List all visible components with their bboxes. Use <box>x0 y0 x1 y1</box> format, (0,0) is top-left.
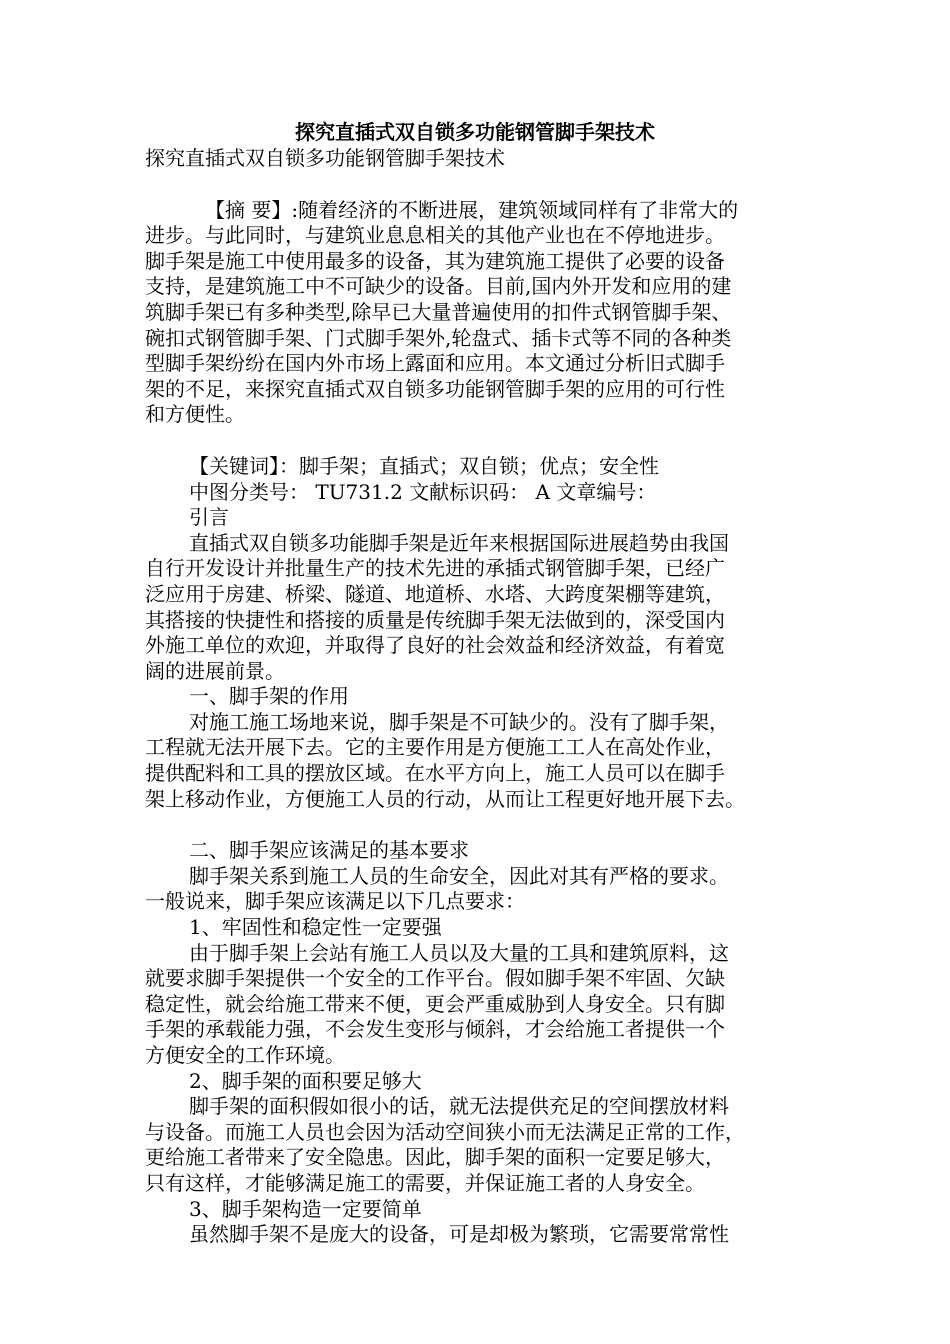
sub2-line: 与设备。而施工人员也会因为活动空间狭小而无法满足正常的工作， <box>145 1119 745 1144</box>
section2-line: 一般说来，脚手架应该满足以下几点要求： <box>145 889 525 914</box>
section1-line: 工程就无法开展下去。它的主要作用是方便施工工人在高处作业， <box>145 735 725 760</box>
section2-paragraph <box>145 864 805 915</box>
intro-line: 自行开发设计并批量生产的技术先进的承插式钢管脚手架，已经广 <box>145 556 725 581</box>
intro-line: 外施工单位的欢迎，并取得了良好的社会效益和经济效益，有着宽 <box>145 633 725 658</box>
abstract-line: 进步。与此同时，与建筑业息息相关的其他产业也在不停地进步。 <box>145 223 725 248</box>
intro-line: 泛应用于房建、桥梁、隧道、地道桥、水塔、大跨度架棚等建筑， <box>145 581 725 606</box>
sub2-paragraph <box>145 1094 805 1196</box>
abstract-line: 支持，是建筑施工中不可缺少的设备。目前,国内外开发和应用的建 <box>145 274 732 299</box>
abstract-line: 筑脚手架已有多种类型,除早已大量普遍使用的扣件式钢管脚手架、 <box>145 299 732 324</box>
keywords: 【关键词】：脚手架；直插式；双自锁；优点；安全性 <box>189 453 659 478</box>
section2-line: 脚手架关系到施工人员的生命安全，因此对其有严格的要求。 <box>189 863 729 888</box>
abstract-line: 型脚手架纷纷在国内外市场上露面和应用。本文通过分析旧式脚手 <box>145 351 725 376</box>
abstract-line: 碗扣式钢管脚手架、门式脚手架外,轮盘式、插卡式等不同的各种类 <box>145 325 732 350</box>
intro-paragraph <box>145 531 805 685</box>
spacer <box>145 172 805 198</box>
sub1-paragraph <box>145 941 805 1069</box>
sub1-line: 由于脚手架上会站有施工人员以及大量的工具和建筑原料，这 <box>189 940 729 965</box>
section1-line: 提供配料和工具的摆放区域。在水平方向上，施工人员可以在脚手 <box>145 761 725 786</box>
spacer <box>145 812 805 838</box>
section1-line: 对施工施工场地来说，脚手架是不可缺少的。没有了脚手架， <box>189 709 729 734</box>
section1-paragraph <box>145 710 805 812</box>
subsection-heading: 2、脚手架的面积要足够大 <box>189 1068 422 1093</box>
abstract-paragraph <box>145 198 805 428</box>
section-heading: 二、脚手架应该满足的基本要求 <box>189 838 469 863</box>
spacer <box>145 428 805 454</box>
sub2-line: 脚手架的面积假如很小的话，就无法提供充足的空间摆放材料 <box>189 1094 729 1119</box>
intro-line: 阔的进展前景。 <box>145 658 285 683</box>
section-heading: 一、脚手架的作用 <box>189 684 349 709</box>
document-page <box>145 118 805 1248</box>
sub2-line: 更给施工者带来了安全隐患。因此，脚手架的面积一定要足够大， <box>145 1145 725 1170</box>
subsection-heading: 1、牢固性和稳定性一定要强 <box>189 915 442 940</box>
intro-heading: 引言 <box>189 505 229 530</box>
abstract-line: 架的不足，来探究直插式双自锁多功能钢管脚手架的应用的可行性 <box>145 376 725 401</box>
sub1-line: 就要求脚手架提供一个安全的工作平台。假如脚手架不牢固、欠缺 <box>145 966 725 991</box>
sub1-line: 稳定性，就会给施工带来不便，更会严重威胁到人身安全。只有脚 <box>145 991 725 1016</box>
subsection-heading: 3、脚手架构造一定要简单 <box>189 1196 422 1221</box>
classification: 中图分类号： TU731.2 文献标识码： A 文章编号： <box>189 479 657 504</box>
intro-line: 直插式双自锁多功能脚手架是近年来根据国际进展趋势由我国 <box>189 530 729 555</box>
sub3-line: 虽然脚手架不是庞大的设备，可是却极为繁琐，它需要常常性 <box>189 1222 729 1247</box>
sub3-paragraph <box>145 1222 805 1248</box>
sub1-line: 手架的承载能力强，不会发生变形与倾斜，才会给施工者提供一个 <box>145 1017 725 1042</box>
sub1-line: 方便安全的工作环境。 <box>145 1043 345 1067</box>
section1-line: 架上移动作业，方便施工人员的行动，从而让工程更好地开展下去。 <box>145 786 745 811</box>
document-subtitle: 探究直插式双自锁多功能钢管脚手架技术 <box>145 146 505 170</box>
sub2-line: 只有这样，才能够满足施工的需要，并保证施工者的人身安全。 <box>145 1170 705 1195</box>
intro-line: 其搭接的快捷性和搭接的质量是传统脚手架无法做到的，深受国内 <box>145 607 725 632</box>
document-title: 探究直插式双自锁多功能钢管脚手架技术 <box>295 120 655 144</box>
abstract-line: 和方便性。 <box>145 402 245 427</box>
abstract-line: 脚手架是施工中使用最多的设备，其为建筑施工提供了必要的设备 <box>145 248 725 273</box>
abstract-line: 【摘 要】:随着经济的不断进展，建筑领域同样有了非常大的 <box>205 197 739 222</box>
